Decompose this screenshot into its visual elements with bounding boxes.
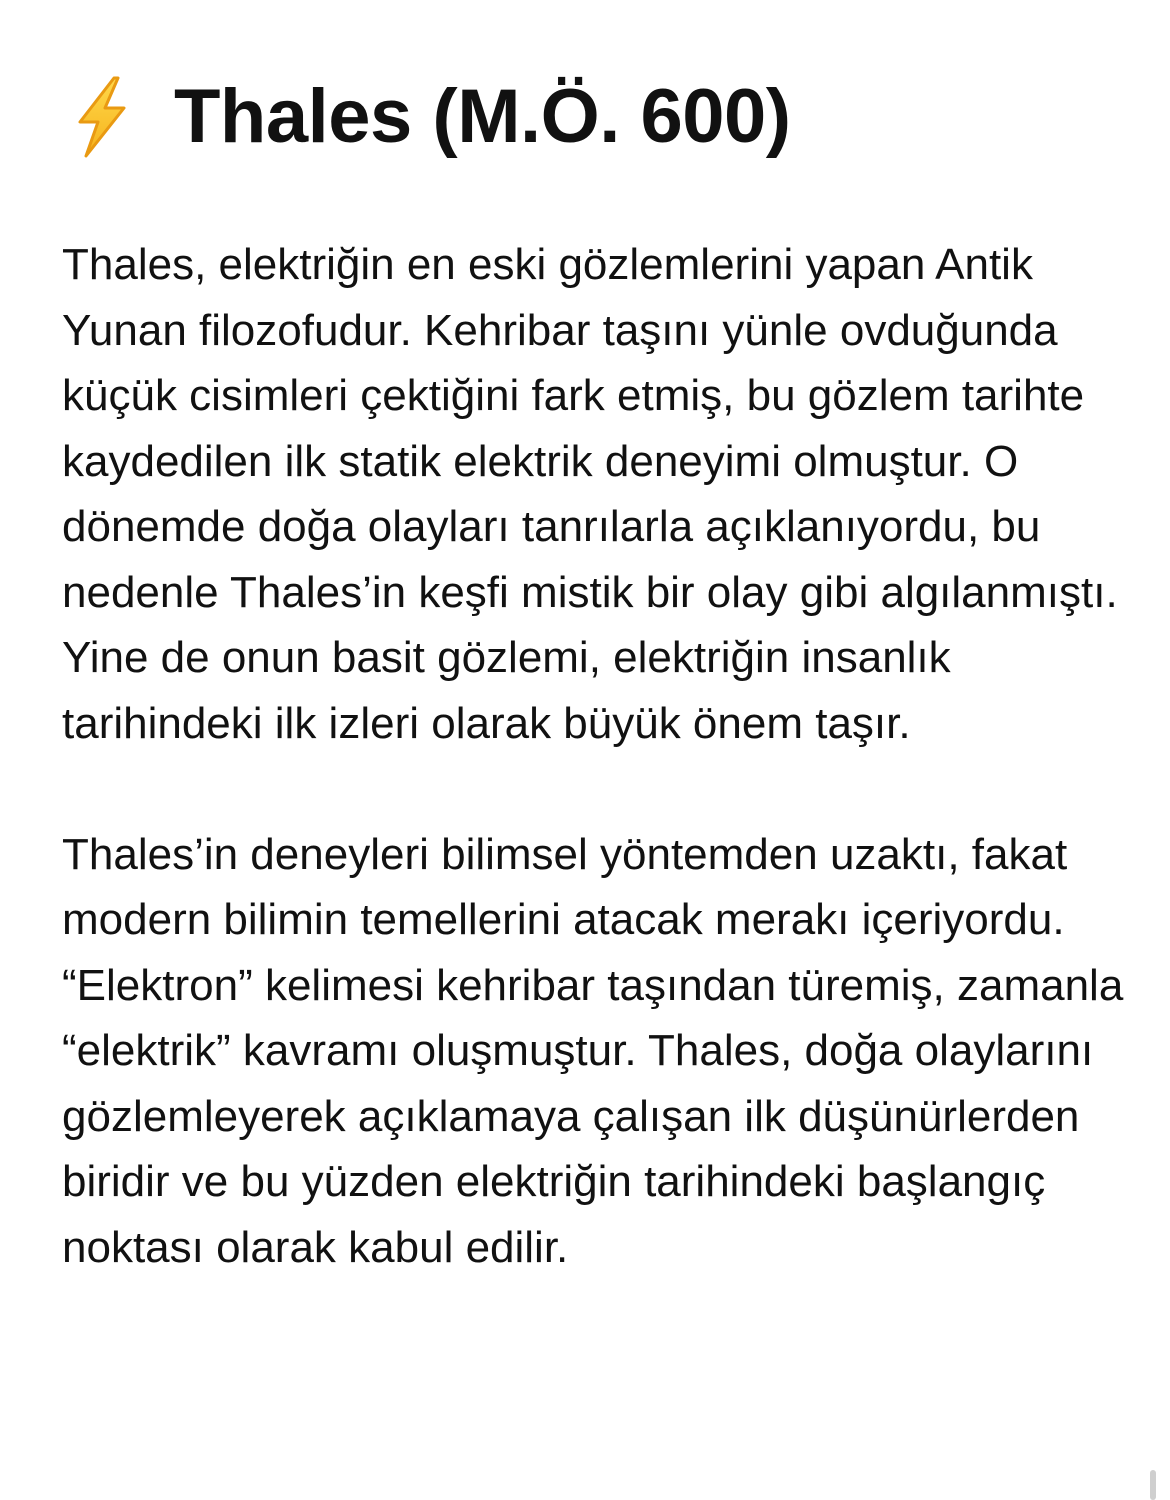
note-body bbox=[62, 232, 1132, 1280]
paragraph-1: Thales, elektriğin en eski gözlemlerini yapan Antik Yunan filozofudur. Kehribar taşını yünle ovduğunda küçük cisimleri çektiğini fark etmiş, bu gözlem tarihte kaydedilen ilk statik elektrik deneyimi olmuştur. O dönemde doğa olayları tanrılarla açıklanıyordu, bu nedenle Thales’in keşfi mistik bir olay gibi algılanmıştı. Yine de onun basit gözlemi, elektriğin insanlık tarihindeki ilk izleri olarak büyük önem taşır. bbox=[62, 240, 1118, 748]
note-heading bbox=[62, 62, 791, 172]
paragraph-2: Thales’in deneyleri bilimsel yöntemden uzaktı, fakat modern bilimin temellerini atacak merakı içeriyordu. “Elektron” kelimesi kehribar taşından türemiş, zamanla “elektrik” kavramı oluşmuştur. Thales, doğa olaylarını gözlemleyerek açıklamaya çalışan ilk düşünürlerden biridir ve bu yüzden elektriğin tarihindeki başlangıç noktası olarak kabul edilir. bbox=[62, 829, 1124, 1272]
lightning-bolt-icon bbox=[62, 74, 140, 160]
page-title: Thales (M.Ö. 600) bbox=[174, 74, 791, 159]
scrollbar[interactable] bbox=[1150, 1470, 1156, 1500]
